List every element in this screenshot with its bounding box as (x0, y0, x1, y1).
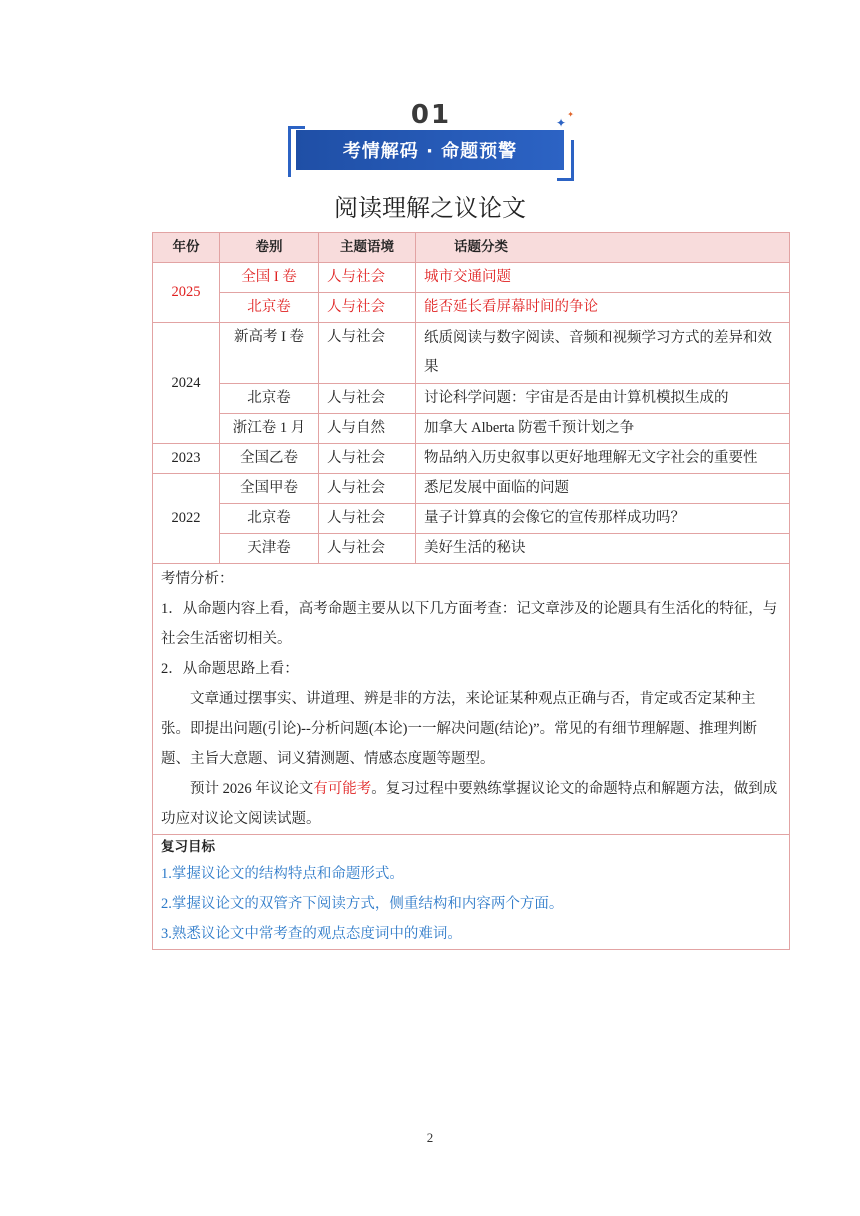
volume-cell: 天津卷 (220, 534, 319, 564)
table-row (153, 293, 790, 323)
forecast-text: 预计 2026 年议论文 (190, 781, 314, 797)
topic-cell: 讨论科学问题：宇宙是否是由计算机模拟生成的 (416, 384, 790, 414)
topic-cell: 能否延长看屏幕时间的争论 (416, 293, 790, 323)
topic-cell: 纸质阅读与数字阅读、音频和视频学习方式的差异和效果 (416, 323, 790, 384)
volume-cell: 北京卷 (220, 384, 319, 414)
analysis-row (153, 564, 790, 835)
year-cell: 2022 (153, 474, 220, 564)
year-cell: 2025 (153, 263, 220, 323)
document-title: 阅读理解之议论文 (334, 196, 526, 222)
context-cell: 人与社会 (319, 293, 416, 323)
forecast-text-rest: 。复习过程中要熟练掌握议论文的命题特点和解题方法，做到成功应对议论文阅读试题。 (161, 781, 778, 827)
context-cell: 人与社会 (319, 444, 416, 474)
analysis-heading: 考情分析： (161, 571, 234, 587)
section-label: 考情解码 · 命题预警 (296, 130, 564, 170)
header-year: 年份 (153, 233, 220, 263)
sparkle-icon: ✦ (555, 116, 566, 130)
context-cell: 人与社会 (319, 474, 416, 504)
topic-cell: 美好生活的秘诀 (416, 534, 790, 564)
goal-item: 1.掌握议论文的结构特点和命题形式。 (161, 866, 404, 882)
table-row (153, 444, 790, 474)
volume-cell: 全国乙卷 (220, 444, 319, 474)
context-cell: 人与社会 (319, 323, 416, 384)
analysis-section (153, 564, 790, 835)
table-row (153, 384, 790, 414)
volume-cell: 浙江卷 1 月 (220, 414, 319, 444)
volume-cell: 新高考 I 卷 (220, 323, 319, 384)
analysis-point-1: 1．从命题内容上看，高考命题主要从以下几方面考查：记文章涉及的论题具有生活化的特征，与社会生活密切相关。 (161, 601, 778, 647)
analysis-paragraph-1: 文章通过摆事实、讲道理、辨是非的方法，来论证某种观点正确与否，肯定或否定某种主张。即提出问题(引论)--分析问题(本论)一一解决问题(结论)”。常见的有细节理解题、推理判断题、主旨大意题、词义猜测题、情感态度题等题型。 (161, 691, 758, 767)
page-number: 2 (426, 1130, 434, 1145)
topic-cell: 量子计算真的会像它的宣传那样成功吗？ (416, 504, 790, 534)
goals-heading: 复习目标 (161, 839, 215, 855)
table-row (153, 414, 790, 444)
topic-cell: 加拿大 Alberta 防雹千预计划之争 (416, 414, 790, 444)
sparkle-small-icon: ✦ (567, 110, 574, 119)
year-cell: 2024 (153, 323, 220, 444)
exam-topics-table (152, 232, 790, 950)
table-row (153, 474, 790, 504)
volume-cell: 北京卷 (220, 293, 319, 323)
goal-item: 3.熟悉议论文中常考查的观点态度词中的难词。 (161, 926, 462, 942)
volume-cell: 全国 I 卷 (220, 263, 319, 293)
table-row (153, 504, 790, 534)
goal-item: 2.掌握议论文的双管齐下阅读方式，侧重结构和内容两个方面。 (161, 896, 564, 912)
analysis-point-2: 2．从命题思路上看： (161, 661, 299, 677)
header-volume: 卷别 (220, 233, 319, 263)
forecast-highlight: 有可能考 (313, 781, 372, 797)
context-cell: 人与社会 (319, 263, 416, 293)
topic-cell: 城市交通问题 (416, 263, 790, 293)
section-banner (286, 100, 576, 180)
context-cell: 人与自然 (319, 414, 416, 444)
analysis-paragraph-2 (161, 774, 781, 834)
review-goals-section (153, 835, 790, 950)
table-row (153, 323, 790, 384)
header-topic: 话题分类 (416, 233, 790, 263)
context-cell: 人与社会 (319, 384, 416, 414)
context-cell: 人与社会 (319, 534, 416, 564)
section-number: 01 (410, 100, 452, 130)
topic-cell: 物品纳入历史叙事以更好地理解无文字社会的重要性 (416, 444, 790, 474)
year-cell: 2023 (153, 444, 220, 474)
table-row (153, 534, 790, 564)
table-row (153, 263, 790, 293)
table-header-row (153, 233, 790, 263)
header-context: 主题语境 (319, 233, 416, 263)
context-cell: 人与社会 (319, 504, 416, 534)
volume-cell: 全国甲卷 (220, 474, 319, 504)
topic-cell: 悉尼发展中面临的问题 (416, 474, 790, 504)
volume-cell: 北京卷 (220, 504, 319, 534)
goals-row (153, 835, 790, 950)
